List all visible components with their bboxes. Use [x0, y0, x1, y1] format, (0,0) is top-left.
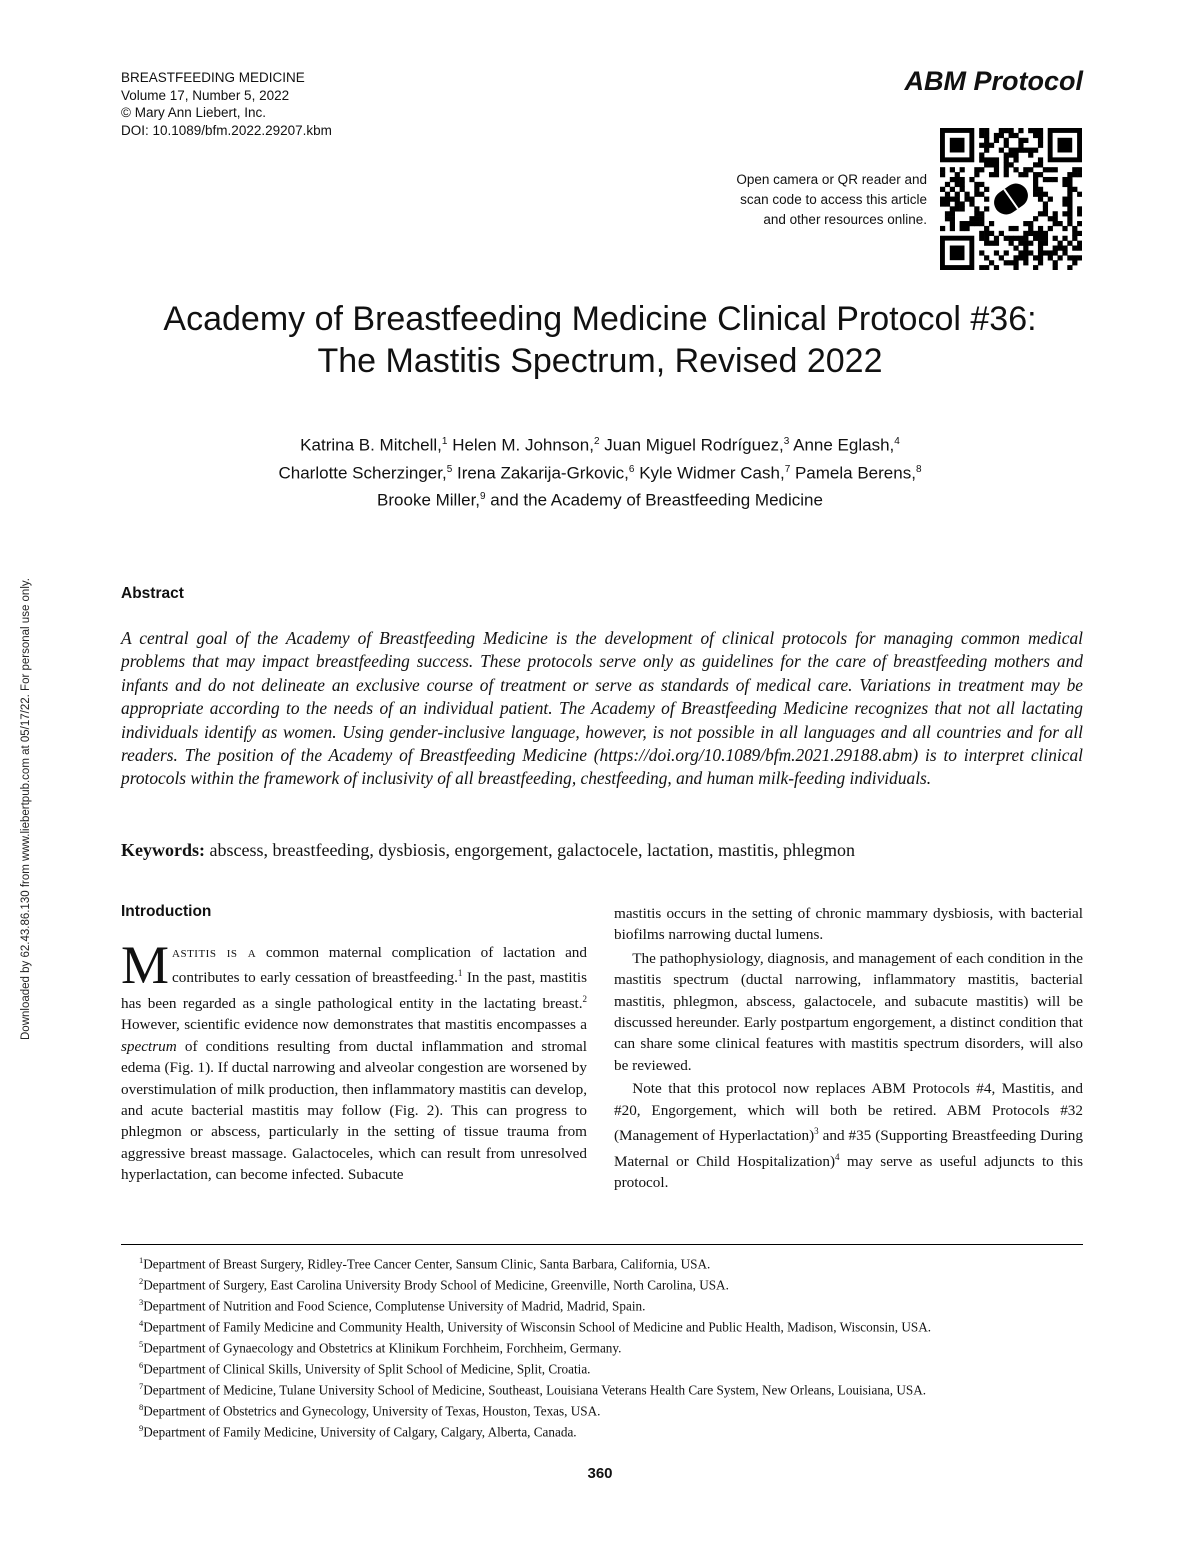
- footnote: [121, 1315, 1083, 1336]
- left-column: [121, 935, 587, 1186]
- footnote-text: Department of Family Medicine and Community Health, University of Wisconsin School of Medicine and Public Health, Madison, Wisconsin, USA.: [143, 1319, 932, 1335]
- abstract-body: A central goal of the Academy of Breastfeeding Medicine is the development of clinical protocols for managing common medical problems that may impact breastfeeding success. These protocols serve only as guidelines for the care of breastfeeding mothers and infants and do not delineate an exclusive course of treatment or serve as standards of medical care. Variations in treatment may be appropriate according to the needs of an individual patient. The Academy of Breastfeeding Medicine recognizes that not all lactating individuals identify as women. Using gender-inclusive language, however, is not possible in all languages and all countries and for all readers. The position of the Academy of Breastfeeding Medicine (https://doi.org/10.1089/bfm.2021.29188.abm) is to interpret clinical protocols within the framework of inclusivity of all breastfeeding, chestfeeding, and human milk-feeding individuals.: [121, 628, 1083, 789]
- author-list: [0, 430, 1200, 513]
- footnote-text: Department of Medicine, Tulane University School of Medicine, Southeast, Louisiana Veterans Health Care System, New Orleans, Louisiana, USA.: [143, 1382, 927, 1398]
- body-text: In the past, mastitis has been regarded as a single pathological entity in the lactating breast.: [121, 969, 587, 1012]
- affiliation-mark: 9: [480, 491, 486, 503]
- author-name: Charlotte Scherzinger,: [278, 463, 447, 483]
- footnote: [121, 1273, 1083, 1294]
- footnote: [121, 1378, 1083, 1399]
- author-name: Helen M. Johnson,: [447, 435, 594, 455]
- journal-doi[interactable]: DOI: 10.1089/bfm.2022.29207.kbm: [121, 122, 332, 138]
- emphasis-text: spectrum: [121, 1037, 177, 1055]
- intro-paragraph-1: [121, 935, 587, 1186]
- reference-mark[interactable]: 1: [457, 968, 463, 979]
- introduction-heading: Introduction: [121, 903, 212, 920]
- affiliation-mark: 5: [446, 463, 453, 475]
- affiliation-mark: 6: [628, 463, 635, 475]
- right-column: [614, 903, 1083, 1193]
- intro-paragraph-2: The pathophysiology, diagnosis, and management of each condition in the mastitis spectrum (ductal narrowing, inflammatory mastitis, bacterial mastitis, phlegmon, abscess, galactocele, and subacute mastitis) will be discussed hereunder. Early postpartum engorgement, a distinct condition that can share some clinical features with mastitis spectrum disorders, will also be reviewed.: [614, 949, 1083, 1074]
- footnote-text: Department of Obstetrics and Gynecology, University of Texas, Houston, Texas, USA.: [143, 1403, 601, 1419]
- footnote-number: 1: [139, 1255, 144, 1265]
- journal-volume: Volume 17, Number 5, 2022: [121, 87, 290, 103]
- author-name: Juan Miguel Rodríguez,: [599, 435, 784, 455]
- article-title: [0, 298, 1200, 382]
- qr-code-graphic: [940, 128, 1082, 270]
- footnote: [121, 1252, 1083, 1273]
- keywords-list: abscess, breastfeeding, dysbiosis, engorgement, galactocele, lactation, mastitis, phlegmon: [205, 840, 855, 860]
- download-watermark: Downloaded by 62.43.86.130 from www.liebertpub.com at 05/17/22. For personal use only.: [20, 578, 32, 1040]
- body-text: may serve as useful adjuncts to this protocol.: [614, 1152, 1084, 1191]
- author-name: Katrina B. Mitchell,: [300, 435, 442, 455]
- footnote: [121, 1294, 1083, 1315]
- journal-copyright: © Mary Ann Liebert, Inc.: [121, 105, 267, 120]
- affiliation-mark: 2: [593, 436, 600, 447]
- journal-info: [121, 69, 332, 139]
- lead-in: astitis is a: [172, 944, 257, 961]
- footnote-text: Department of Breast Surgery, Ridley-Tree Cancer Center, Sansum Clinic, Santa Barbara, California, USA.: [143, 1256, 711, 1272]
- footnote-number: 2: [139, 1275, 144, 1286]
- author-name: Pamela Berens,: [790, 463, 916, 483]
- affiliation-mark: 3: [783, 436, 790, 447]
- affiliation-mark: 4: [894, 436, 900, 447]
- qr-caption-line: and other resources online.: [763, 212, 927, 227]
- footnote-number: 7: [139, 1380, 144, 1391]
- qr-code-icon[interactable]: [940, 128, 1082, 270]
- footnote-divider: [121, 1244, 1083, 1245]
- abstract-heading: Abstract: [121, 585, 184, 602]
- keywords-label: Keywords:: [121, 840, 205, 860]
- qr-caption: [640, 170, 927, 230]
- footnote-number: 8: [139, 1401, 144, 1412]
- intro-paragraph-3: [614, 1078, 1083, 1193]
- body-text: and #35 (Supporting Breastfeeding During Maternal or Child Hospitalization): [614, 1127, 1083, 1170]
- reference-mark[interactable]: 3: [814, 1126, 819, 1137]
- footnote-text: Department of Nutrition and Food Science, Complutense University of Madrid, Madrid, Spain.: [143, 1298, 646, 1314]
- author-group: and the Academy of Breastfeeding Medicine: [485, 490, 823, 510]
- footnote-text: Department of Gynaecology and Obstetrics at Klinikum Forchheim, Forchheim, Germany.: [143, 1340, 622, 1356]
- body-text: However, scientific evidence now demonstrates that mastitis encompasses a: [121, 1016, 587, 1034]
- footnote-number: 6: [139, 1359, 144, 1370]
- footnote-number: 9: [139, 1422, 144, 1433]
- body-text: Note that this protocol now replaces ABM Protocols #4, Mastitis, and #20, Engorgement, which will both be retired. ABM Protocols #32 (Management of Hyperlactation): [614, 1080, 1083, 1145]
- article-type-badge: ABM Protocol: [904, 66, 1083, 96]
- footnote-number: 4: [139, 1317, 144, 1328]
- footnote-text: Department of Family Medicine, University of Calgary, Calgary, Alberta, Canada.: [143, 1424, 577, 1440]
- reference-mark[interactable]: 2: [582, 993, 587, 1004]
- title-line-2: The Mastitis Spectrum, Revised 2022: [317, 342, 883, 380]
- affiliation-mark: 1: [441, 436, 448, 447]
- footnote-number: 3: [139, 1296, 144, 1307]
- affiliation-mark: 8: [915, 463, 922, 475]
- footnote-text: Department of Clinical Skills, University of Split School of Medicine, Split, Croatia.: [143, 1361, 591, 1377]
- footnote-number: 5: [139, 1338, 144, 1349]
- affiliation-mark: 7: [784, 463, 791, 475]
- drop-cap: M: [121, 935, 170, 995]
- footnote: [121, 1399, 1083, 1420]
- journal-name: BREASTFEEDING MEDICINE: [121, 70, 305, 85]
- qr-caption-line: Open camera or QR reader and: [736, 172, 927, 187]
- footnote: [121, 1420, 1083, 1441]
- title-line-1: Academy of Breastfeeding Medicine Clinical Protocol #36:: [163, 300, 1037, 338]
- author-name: Brooke Miller,: [377, 490, 481, 510]
- author-line: [0, 458, 1200, 486]
- body-text: of conditions resulting from ductal inflammation and stromal edema (Fig. 1). If ductal narrowing and alveolar congestion are worsened by overstimulation of milk production, then inflammatory mastitis can develop, and acute bacterial mastitis may follow (Fig. 2). This can progress to phlegmon or abscess, particularly in the setting of tissue trauma from aggressive breast massage. Galactoceles, which can result from unresolved hyperlactation, can become infected. Subacute: [121, 1037, 587, 1184]
- author-name: Kyle Widmer Cash,: [634, 463, 785, 483]
- footnote: [121, 1357, 1083, 1378]
- author-line: [0, 485, 1200, 513]
- body-text: common maternal complication of lactation and contributes to early cessation of breastfeeding.: [172, 944, 587, 987]
- reference-mark[interactable]: 4: [835, 1151, 840, 1162]
- footnote-text: Department of Surgery, East Carolina University Brody School of Medicine, Greenville, North Carolina, USA.: [143, 1277, 729, 1293]
- author-name: Irena Zakarija-Grkovic,: [452, 463, 629, 483]
- intro-paragraph-1-continued: mastitis occurs in the setting of chronic mammary dysbiosis, with bacterial biofilms narrowing ductal lumens.: [614, 905, 1083, 944]
- keywords: [121, 838, 1083, 862]
- qr-caption-line: scan code to access this article: [740, 192, 927, 207]
- page-number: 360: [587, 1465, 613, 1482]
- footnote: [121, 1336, 1083, 1357]
- author-line: [0, 430, 1200, 458]
- affiliation-footnotes: [121, 1252, 1083, 1441]
- author-name: Anne Eglash,: [789, 435, 895, 455]
